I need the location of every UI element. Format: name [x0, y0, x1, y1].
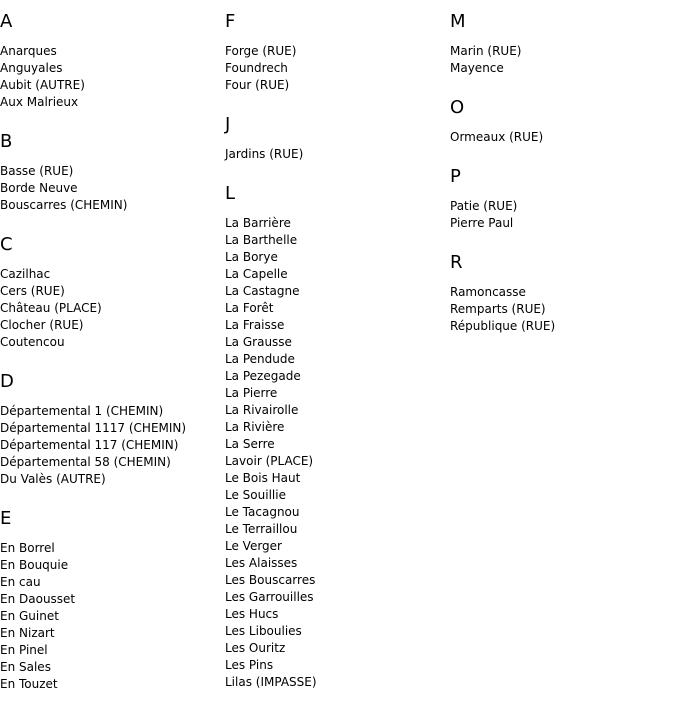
street-index-column-2: [225, 12, 450, 712]
street-link[interactable]: Le Souillie: [225, 488, 286, 502]
street-link[interactable]: Le Tacagnou: [225, 505, 300, 519]
street-list: [225, 146, 450, 163]
street-link[interactable]: En Guinet: [0, 609, 59, 623]
street-link[interactable]: Remparts (RUE): [450, 302, 546, 316]
street-link[interactable]: Départemental 58 (CHEMIN): [0, 455, 171, 469]
street-link[interactable]: Du Valès (AUTRE): [0, 472, 106, 486]
letter-heading: L: [225, 183, 236, 204]
letter-heading: D: [0, 371, 14, 392]
street-link[interactable]: En Nizart: [0, 626, 55, 640]
street-list: [450, 129, 675, 146]
street-link[interactable]: Borde Neuve: [0, 181, 78, 195]
street-link[interactable]: Le Bois Haut: [225, 471, 301, 485]
street-link[interactable]: En Touzet: [0, 677, 58, 691]
street-index-column-1: [0, 12, 225, 714]
street-link[interactable]: Anarques: [0, 44, 57, 58]
street-link[interactable]: La Pezegade: [225, 369, 301, 383]
street-link[interactable]: Cers (RUE): [0, 284, 65, 298]
street-link[interactable]: La Serre: [225, 437, 275, 451]
letter-group: [0, 132, 225, 214]
street-list: [0, 403, 225, 488]
street-link[interactable]: La Forêt: [225, 301, 274, 315]
street-link[interactable]: La Barrière: [225, 216, 291, 230]
street-link[interactable]: La Castagne: [225, 284, 300, 298]
street-link[interactable]: En Bouquie: [0, 558, 69, 572]
street-link[interactable]: Départemental 1117 (CHEMIN): [0, 421, 187, 435]
street-list: [450, 284, 675, 335]
street-index-column-3: [450, 12, 675, 356]
street-link[interactable]: Jardins (RUE): [225, 147, 304, 161]
letter-group: [225, 184, 450, 691]
letter-group: [450, 167, 675, 232]
street-link[interactable]: En Pinel: [0, 643, 48, 657]
street-link[interactable]: Foundrech: [225, 61, 288, 75]
street-link[interactable]: Coutencou: [0, 335, 65, 349]
street-link[interactable]: La Rivière: [225, 420, 285, 434]
street-link[interactable]: En Daousset: [0, 592, 76, 606]
letter-heading: E: [0, 508, 12, 529]
street-link[interactable]: Four (RUE): [225, 78, 290, 92]
street-list: [0, 540, 225, 693]
street-link[interactable]: Patie (RUE): [450, 199, 518, 213]
letter-heading: C: [0, 234, 13, 255]
street-link[interactable]: La Grausse: [225, 335, 292, 349]
street-link[interactable]: La Pierre: [225, 386, 278, 400]
letter-heading: B: [0, 131, 13, 152]
street-list: [0, 266, 225, 351]
street-link[interactable]: République (RUE): [450, 319, 556, 333]
street-link[interactable]: La Barthelle: [225, 233, 298, 247]
street-link[interactable]: Château (PLACE): [0, 301, 102, 315]
letter-group: [225, 115, 450, 163]
street-link[interactable]: Les Liboulies: [225, 624, 302, 638]
street-list: [0, 43, 225, 111]
street-link[interactable]: Bouscarres (CHEMIN): [0, 198, 128, 212]
street-list: [225, 215, 450, 691]
street-link[interactable]: Lilas (IMPASSE): [225, 675, 317, 689]
street-link[interactable]: La Rivairolle: [225, 403, 299, 417]
letter-group: [450, 98, 675, 146]
street-link[interactable]: En Borrel: [0, 541, 55, 555]
street-link[interactable]: Pierre Paul: [450, 216, 514, 230]
street-link[interactable]: Cazilhac: [0, 267, 51, 281]
street-list: [0, 163, 225, 214]
street-link[interactable]: Marin (RUE): [450, 44, 522, 58]
street-link[interactable]: Les Hucs: [225, 607, 279, 621]
letter-group: [450, 253, 675, 335]
street-link[interactable]: Les Alaisses: [225, 556, 298, 570]
letter-heading: R: [450, 252, 463, 273]
street-link[interactable]: Départemental 1 (CHEMIN): [0, 404, 164, 418]
street-link[interactable]: Départemental 117 (CHEMIN): [0, 438, 179, 452]
street-link[interactable]: Les Bouscarres: [225, 573, 316, 587]
street-link[interactable]: La Borye: [225, 250, 278, 264]
letter-heading: F: [225, 11, 236, 32]
street-link[interactable]: En Sales: [0, 660, 51, 674]
letter-group: [450, 12, 675, 77]
street-link[interactable]: Le Terraillou: [225, 522, 298, 536]
street-link[interactable]: Les Garrouilles: [225, 590, 314, 604]
letter-group: [225, 12, 450, 94]
letter-group: [0, 509, 225, 693]
street-link[interactable]: Clocher (RUE): [0, 318, 84, 332]
street-link[interactable]: En cau: [0, 575, 41, 589]
street-link[interactable]: La Capelle: [225, 267, 288, 281]
street-link[interactable]: Basse (RUE): [0, 164, 74, 178]
letter-group: [0, 12, 225, 111]
street-link[interactable]: Les Ouritz: [225, 641, 286, 655]
street-link[interactable]: Le Verger: [225, 539, 282, 553]
street-link[interactable]: Mayence: [450, 61, 504, 75]
letter-heading: A: [0, 11, 13, 32]
street-link[interactable]: Ramoncasse: [450, 285, 526, 299]
letter-heading: P: [450, 166, 461, 187]
street-list: [450, 198, 675, 232]
street-list: [450, 43, 675, 77]
street-link[interactable]: Aubit (AUTRE): [0, 78, 85, 92]
letter-group: [0, 235, 225, 351]
street-link[interactable]: La Fraisse: [225, 318, 285, 332]
street-link[interactable]: Ormeaux (RUE): [450, 130, 544, 144]
street-link[interactable]: Aux Malrieux: [0, 95, 79, 109]
street-list: [225, 43, 450, 94]
street-link[interactable]: La Pendude: [225, 352, 295, 366]
street-link[interactable]: Anguyales: [0, 61, 63, 75]
letter-group: [0, 372, 225, 488]
street-link[interactable]: Lavoir (PLACE): [225, 454, 314, 468]
letter-heading: J: [225, 114, 231, 135]
street-link[interactable]: Forge (RUE): [225, 44, 297, 58]
letter-heading: O: [450, 97, 465, 118]
letter-heading: M: [450, 11, 466, 32]
street-link[interactable]: Les Pins: [225, 658, 274, 672]
